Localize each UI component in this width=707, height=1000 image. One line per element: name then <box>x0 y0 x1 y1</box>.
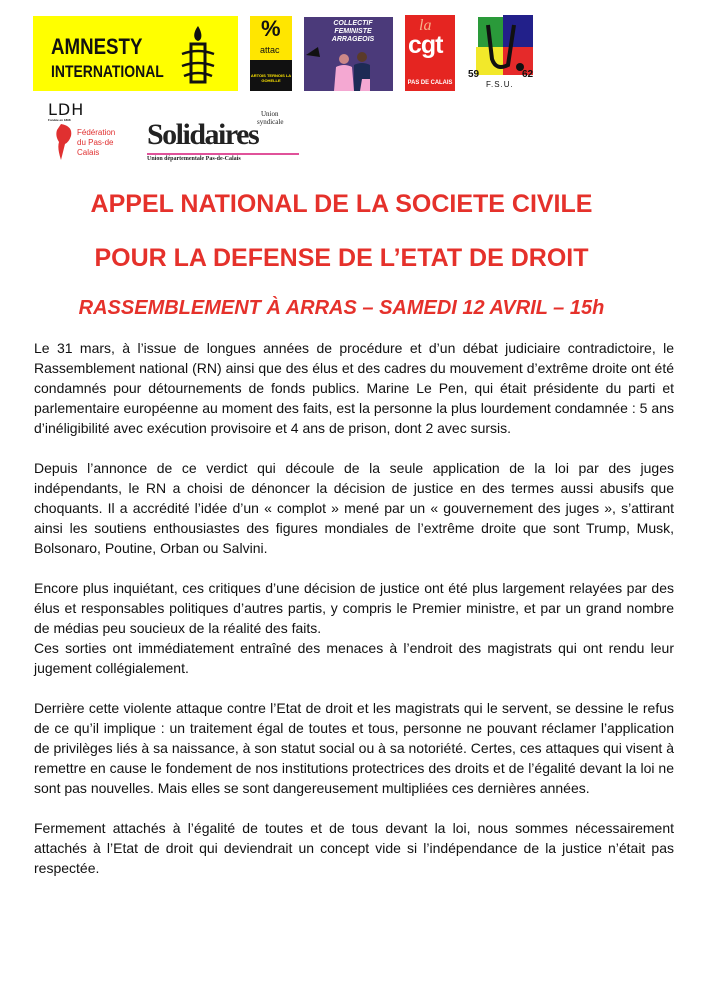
cgt-region: PAS DE CALAIS <box>407 79 453 86</box>
attac-name: attac <box>260 45 280 55</box>
fsu-left-number: 59 <box>468 69 480 80</box>
ldh-founded: Fondée en 1898 <box>48 118 71 122</box>
title-line-1: APPEL NATIONAL DE LA SOCIETE CIVILE <box>90 190 593 218</box>
marianne-profile-icon <box>55 122 75 162</box>
solidaires-underline <box>147 153 299 155</box>
paragraph: Le 31 mars, à l’issue de longues années de procédure et d’un débat judiciaire contradictoire, le Rassemblement national (RN) ainsi que des élus et des cadres du mouvement d’extrême droite ont été condamnés pour détournements de fonds publics. Marine Le Pen, qui était présidente du parti et parlementaire européenne au moment des faits, est la personne la plus lourdement condamnée : 5 ans d’inéligibilité avec exécution provisoire et 4 ans de prison, dont 2 avec sursis. <box>34 340 674 436</box>
collectif-name: COLLECTIF FEMINISTE ARRAGEOIS <box>331 20 375 43</box>
solidaires-name: Solidaires <box>147 118 259 151</box>
collectif-feministe-logo <box>304 17 393 91</box>
paragraph: Derrière cette violente attaque contre l’Etat de droit et les magistrats qui le servent, se dessine le refus de ce qu’il implique : un traitement égal de toutes et tous, personne ne pouvant réclamer l’application de privilèges liés à sa naissance, à son statut social ou à sa notoriété. Certes, ces attaques qui visent à remettre en cause le fondement de nos institutions protectrices des droits et de l’égalité devant la loi ne sont pas nouvelles. Mais elles se sont dangereusement multipliées ces dernières années. <box>34 700 674 796</box>
women-megaphone-icon <box>304 17 393 91</box>
title-line-2: POUR LA DEFENSE DE L’ETAT DE DROIT <box>94 244 589 272</box>
fsu-right-number: 62 <box>522 69 534 80</box>
attac-percent-symbol: % <box>261 16 281 41</box>
paragraph: Fermement attachés à l’égalité de toutes et de tous devant la loi, nous sommes nécessairement attachés à l’Etat de droit qui deviendrait un concept vide si l’indépendance de la justice n’était pas respectée. <box>34 820 674 876</box>
ldh-federation-line: du Pas-de <box>77 138 114 147</box>
attac-logo <box>250 16 292 91</box>
solidaires-union-line: syndicale <box>257 118 284 126</box>
ldh-federation <box>77 128 115 158</box>
ldh-logo <box>45 100 125 162</box>
ldh-name: LDH <box>48 100 85 119</box>
body-text <box>34 338 674 898</box>
amnesty-international-logo <box>33 16 238 91</box>
ldh-federation-line: Fédération <box>77 128 116 137</box>
cgt-la: la <box>419 17 432 34</box>
paragraph: Encore plus inquiétant, ces critiques d’une décision de justice ont été plus largement relayées par des élus et responsables politiques d’autres partis, y compris le Premier ministre, et par un grand nombre de médias peu soucieux de la réalité des faits. <box>34 580 674 636</box>
cgt-name: cgt <box>408 31 443 59</box>
attac-subtitle: ARTOIS TERNOIS LA GOHELLE <box>250 73 292 83</box>
event-subtitle: RASSEMBLEMENT À ARRAS – SAMEDI 12 AVRIL – 15h <box>78 297 605 319</box>
fsu-name: F.S.U. <box>486 80 514 89</box>
solidaires-logo <box>147 110 302 165</box>
fsu-logo <box>468 15 535 91</box>
paragraph: Depuis l’annonce de ce verdict qui découle de la seule application de la loi par des juges indépendants, le RN a choisi de dénoncer la décision de justice en des termes aussi abusifs que choquants. Il a accrédité l’idée d’un « complot » mené par un « gouvernement des juges », s’attirant ainsi les soutiens enthousiastes des figures mondiales de l’extrême droite que sont Trump, Musk, Bolsonaro, Poutine, Orban ou Salvini. <box>34 460 674 556</box>
candle-barbed-wire-icon <box>178 24 218 86</box>
ldh-federation-line: Calais <box>77 148 100 157</box>
amnesty-logo-line1: AMNESTY <box>51 34 143 59</box>
cgt-logo <box>405 15 455 91</box>
solidaires-union-line: Union <box>261 110 279 118</box>
solidaires-union <box>257 110 283 126</box>
paragraph: Ces sorties ont immédiatement entraîné des menaces à l’endroit des magistrats qui ont rendu leur jugement collégialement. <box>34 640 674 676</box>
amnesty-logo-line2: INTERNATIONAL <box>51 62 164 81</box>
solidaires-departement: Union départementale Pas-de-Calais <box>147 156 241 162</box>
